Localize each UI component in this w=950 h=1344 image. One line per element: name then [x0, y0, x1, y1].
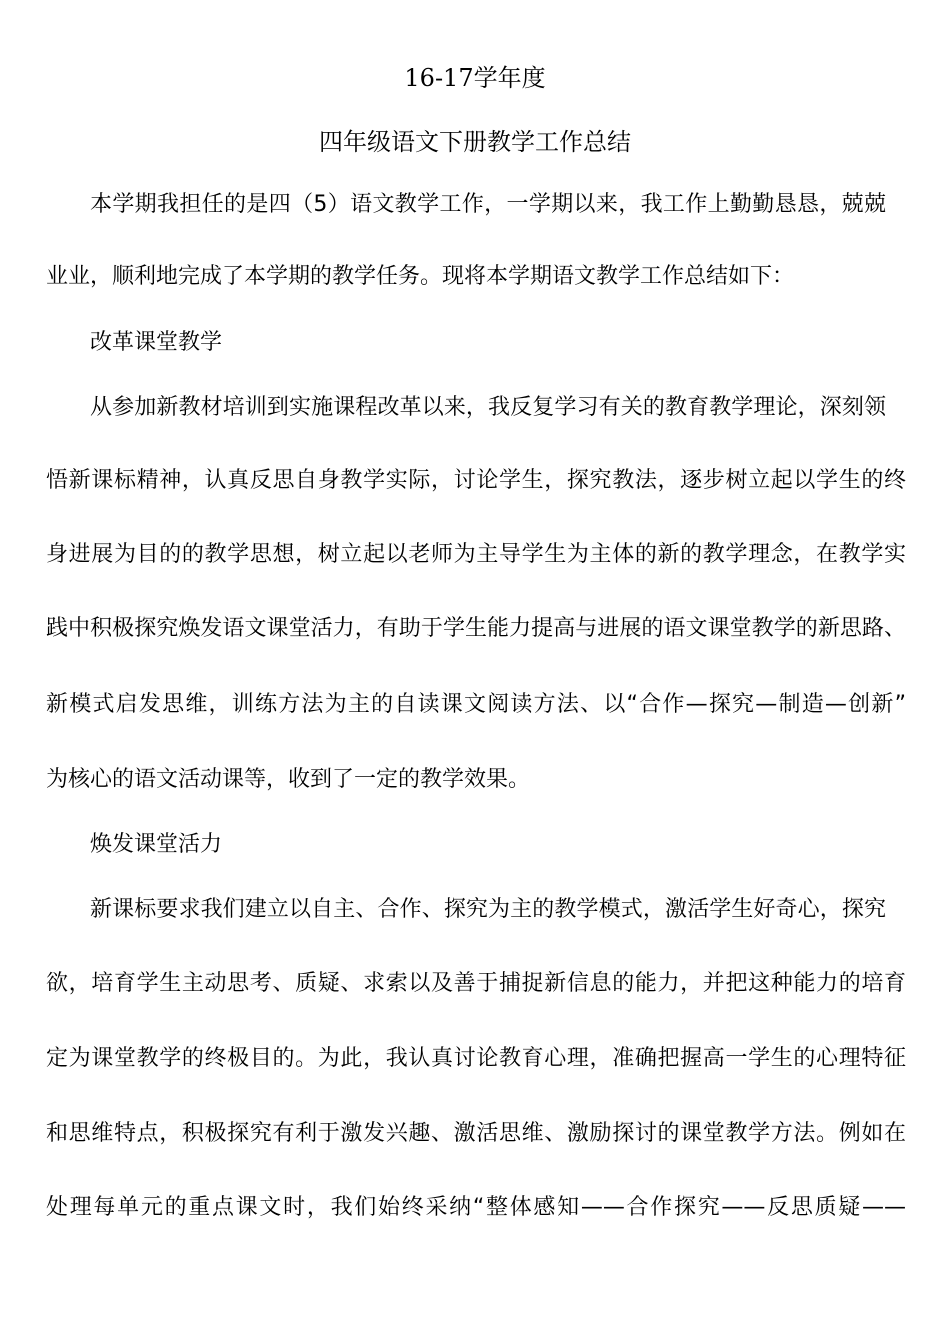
paragraph-line: 本学期我担任的是四（5）语文教学工作，一学期以来，我工作上勤勤恳恳，兢兢 — [90, 192, 886, 217]
paragraph-line: 悟新课标精神，认真反思自身教学实际，讨论学生，探究教法，逐步树立起以学生的终 — [46, 468, 906, 493]
paragraph-line: 新模式启发思维，训练方法为主的自读课文阅读方法、以“合作—探究—制造—创新” — [46, 692, 906, 717]
paragraph-line: 欲，培育学生主动思考、质疑、求索以及善于捕捉新信息的能力，并把这种能力的培育 — [46, 971, 906, 996]
paragraph-line: 处理每单元的重点课文时，我们始终采纳“整体感知——合作探究——反思质疑—— — [46, 1195, 906, 1220]
paragraph-line: 践中积极探究焕发语文课堂活力，有助于学生能力提高与进展的语文课堂教学的新思路、 — [46, 616, 906, 641]
document-title-year: 16-17学年度 — [404, 64, 546, 92]
paragraph-line: 定为课堂教学的终极目的。为此，我认真讨论教育心理，准确把握高一学生的心理特征 — [46, 1046, 906, 1071]
paragraph-line: 新课标要求我们建立以自主、合作、探究为主的教学模式，激活学生好奇心，探究 — [90, 897, 886, 922]
paragraph-line: 身进展为目的的教学思想，树立起以老师为主导学生为主体的新的教学理念，在教学实 — [46, 542, 906, 567]
paragraph-line: 和思维特点，积极探究有利于激发兴趣、激活思维、激励探讨的课堂教学方法。例如在 — [46, 1121, 906, 1146]
section-heading: 改革课堂教学 — [90, 330, 223, 355]
paragraph-line: 从参加新教材培训到实施课程改革以来，我反复学习有关的教育教学理论，深刻领 — [90, 395, 886, 420]
section-heading: 焕发课堂活力 — [90, 832, 223, 857]
paragraph-line: 业业，顺利地完成了本学期的教学任务。现将本学期语文教学工作总结如下： — [46, 264, 795, 289]
document-title: 四年级语文下册教学工作总结 — [319, 128, 631, 156]
paragraph-line: 为核心的语文活动课等，收到了一定的教学效果。 — [46, 767, 531, 792]
